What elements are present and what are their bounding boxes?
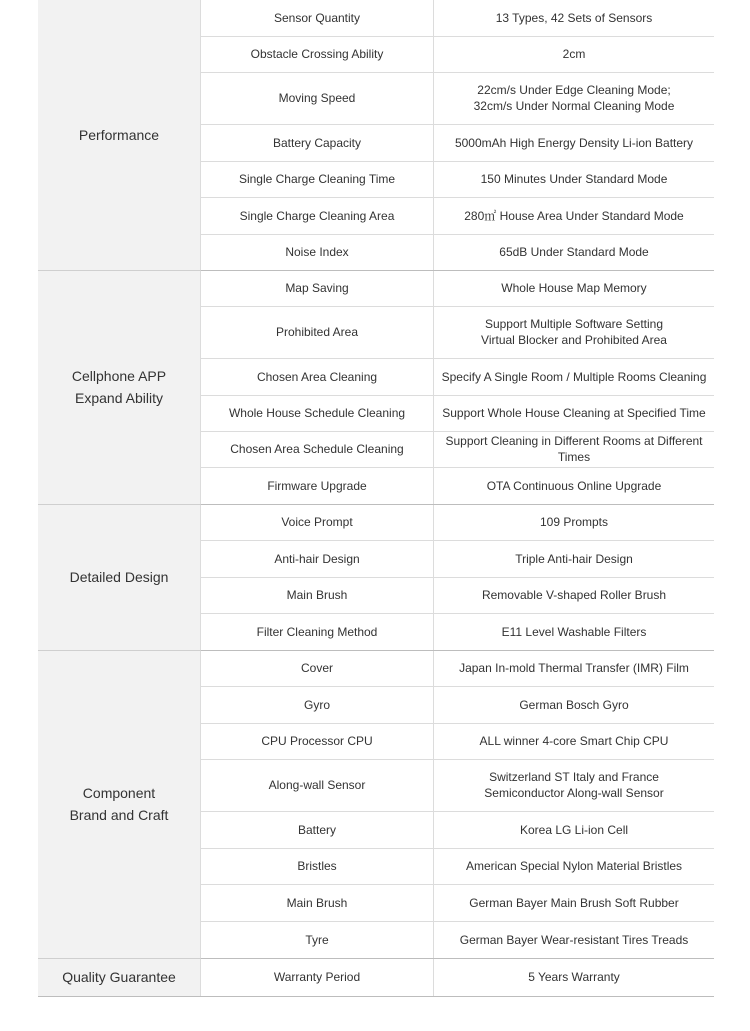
spec-value-cell: German Bayer Wear-resistant Tires Treads: [434, 921, 715, 958]
spec-row: [38, 958, 714, 996]
spec-value-cell: American Special Nylon Material Bristles: [434, 848, 715, 884]
spec-row: [38, 650, 714, 686]
spec-name-cell: Moving Speed: [201, 72, 434, 124]
spec-row: [38, 504, 714, 540]
spec-name-cell: Battery Capacity: [201, 124, 434, 161]
spec-name-cell: Battery: [201, 811, 434, 848]
spec-name-cell: Voice Prompt: [201, 504, 434, 540]
spec-value-cell: OTA Continuous Online Upgrade: [434, 467, 715, 504]
spec-name-cell: Anti-hair Design: [201, 540, 434, 577]
spec-name-cell: Along-wall Sensor: [201, 759, 434, 811]
spec-value-cell: Japan In-mold Thermal Transfer (IMR) Film: [434, 650, 715, 686]
spec-name-cell: Chosen Area Schedule Cleaning: [201, 431, 434, 467]
spec-row: [38, 270, 714, 306]
spec-value-cell: Removable V-shaped Roller Brush: [434, 577, 715, 613]
spec-name-cell: Filter Cleaning Method: [201, 613, 434, 650]
spec-value-cell: German Bayer Main Brush Soft Rubber: [434, 884, 715, 921]
spec-table: [38, 0, 714, 997]
spec-name-cell: CPU Processor CPU: [201, 723, 434, 759]
spec-value-cell: Support Multiple Software Setting Virtual Blocker and Prohibited Area: [434, 306, 715, 358]
category-cell: Detailed Design: [38, 504, 201, 650]
category-cell: Performance: [38, 0, 201, 270]
category-cell: Cellphone APP Expand Ability: [38, 270, 201, 504]
spec-name-cell: Noise Index: [201, 234, 434, 270]
spec-name-cell: Cover: [201, 650, 434, 686]
spec-value-cell: 5 Years Warranty: [434, 958, 715, 996]
spec-value-cell: 280㎡ House Area Under Standard Mode: [434, 197, 715, 234]
spec-value-cell: Support Cleaning in Different Rooms at Different Times: [434, 431, 715, 467]
spec-table-body: [38, 0, 714, 996]
spec-row: [38, 0, 714, 36]
spec-name-cell: Chosen Area Cleaning: [201, 358, 434, 395]
spec-name-cell: Single Charge Cleaning Area: [201, 197, 434, 234]
category-cell: Quality Guarantee: [38, 958, 201, 996]
spec-name-cell: Tyre: [201, 921, 434, 958]
spec-value-cell: E11 Level Washable Filters: [434, 613, 715, 650]
spec-name-cell: Warranty Period: [201, 958, 434, 996]
spec-value-cell: Support Whole House Cleaning at Specified Time: [434, 395, 715, 431]
spec-name-cell: Map Saving: [201, 270, 434, 306]
spec-value-cell: 13 Types, 42 Sets of Sensors: [434, 0, 715, 36]
spec-name-cell: Firmware Upgrade: [201, 467, 434, 504]
spec-name-cell: Prohibited Area: [201, 306, 434, 358]
spec-value-cell: Korea LG Li-ion Cell: [434, 811, 715, 848]
spec-name-cell: Bristles: [201, 848, 434, 884]
spec-name-cell: Sensor Quantity: [201, 0, 434, 36]
spec-name-cell: Obstacle Crossing Ability: [201, 36, 434, 72]
spec-name-cell: Single Charge Cleaning Time: [201, 161, 434, 197]
spec-value-cell: 5000mAh High Energy Density Li-ion Battery: [434, 124, 715, 161]
spec-value-cell: 150 Minutes Under Standard Mode: [434, 161, 715, 197]
spec-value-cell: Whole House Map Memory: [434, 270, 715, 306]
spec-value-cell: Triple Anti-hair Design: [434, 540, 715, 577]
spec-value-cell: ALL winner 4-core Smart Chip CPU: [434, 723, 715, 759]
spec-value-cell: 65dB Under Standard Mode: [434, 234, 715, 270]
category-cell: Component Brand and Craft: [38, 650, 201, 958]
spec-value-cell: 22cm/s Under Edge Cleaning Mode; 32cm/s Under Normal Cleaning Mode: [434, 72, 715, 124]
spec-name-cell: Main Brush: [201, 577, 434, 613]
spec-value-cell: 109 Prompts: [434, 504, 715, 540]
spec-name-cell: Gyro: [201, 686, 434, 723]
spec-value-cell: German Bosch Gyro: [434, 686, 715, 723]
spec-value-cell: Specify A Single Room / Multiple Rooms Cleaning: [434, 358, 715, 395]
spec-name-cell: Whole House Schedule Cleaning: [201, 395, 434, 431]
spec-value-cell: Switzerland ST Italy and France Semiconductor Along-wall Sensor: [434, 759, 715, 811]
spec-value-cell: 2cm: [434, 36, 715, 72]
spec-name-cell: Main Brush: [201, 884, 434, 921]
